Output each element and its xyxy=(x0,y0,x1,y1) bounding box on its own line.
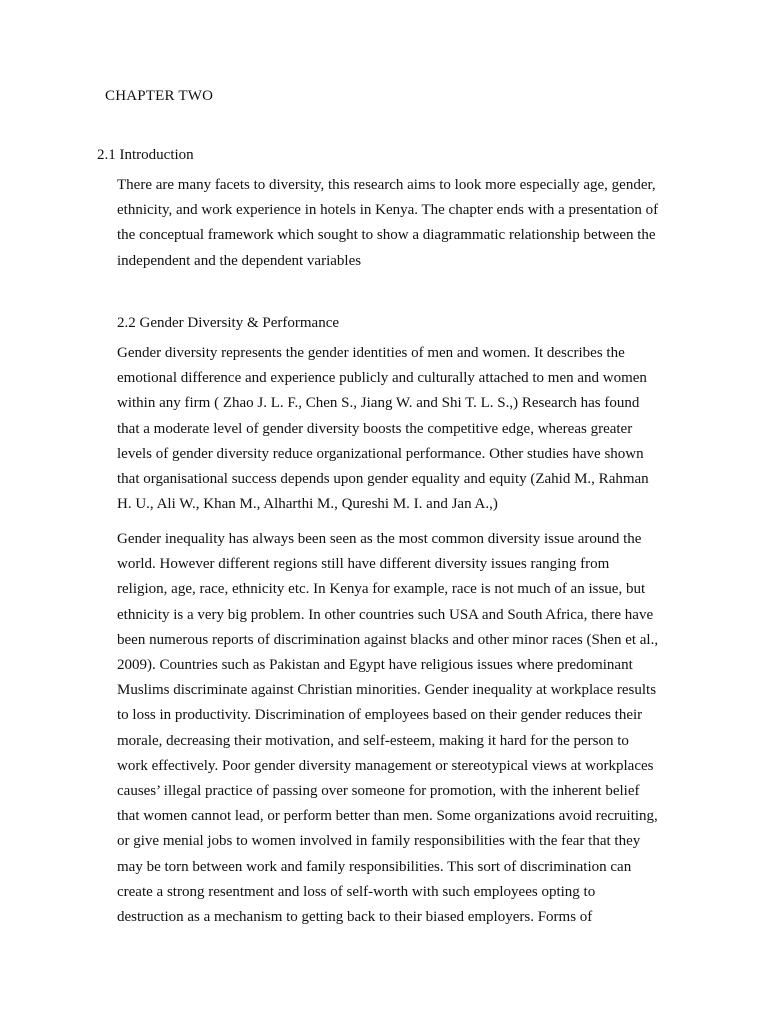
text-line: morale, decreasing their motivation, and self-esteem, making it hard for the person to xyxy=(117,732,629,749)
paragraph-gender-inequality xyxy=(117,527,682,930)
paragraph-gender-diversity-definition xyxy=(117,341,682,517)
text-line: create a strong resentment and loss of self-worth with such employees opting to xyxy=(117,883,596,900)
text-line: that a moderate level of gender diversity boosts the competitive edge, whereas greater xyxy=(117,420,633,437)
text-line: independent and the dependent variables xyxy=(117,252,362,269)
text-line: emotional difference and experience publicly and culturally attached to men and women xyxy=(117,370,647,387)
text-line: ethnicity, and work experience in hotels in Kenya. The chapter ends with a presentation of xyxy=(117,202,659,219)
section-heading-gender-diversity: 2.2 Gender Diversity & Performance xyxy=(117,315,340,331)
text-line: Gender diversity represents the gender identities of men and women. It describes the xyxy=(117,345,625,361)
text-line: world. However different regions still have different diversity issues ranging from xyxy=(117,556,610,573)
chapter-title: CHAPTER TWO xyxy=(105,88,214,104)
text-line: 2009). Countries such as Pakistan and Egypt have religious issues where predominant xyxy=(117,657,633,674)
text-line: destruction as a mechanism to getting back to their biased employers. Forms of xyxy=(117,909,593,926)
paragraph-introduction xyxy=(117,173,682,274)
text-line: Gender inequality has always been seen as the most common diversity issue around the xyxy=(117,531,642,547)
text-line: that women cannot lead, or perform better than men. Some organizations avoid recruiting, xyxy=(117,808,658,825)
text-line: levels of gender diversity reduce organizational performance. Other studies have shown xyxy=(117,445,644,462)
text-line: to loss in productivity. Discrimination of employees based on their gender reduces their xyxy=(117,707,643,724)
text-line: causes’ illegal practice of passing over someone for promotion, with the inherent belief xyxy=(117,783,640,800)
text-line: or give menial jobs to women involved in family responsibilities with the fear that they xyxy=(117,833,641,850)
text-line: There are many facets to diversity, this research aims to look more especially age, gender, xyxy=(117,177,656,193)
text-line: H. U., Ali W., Khan M., Alharthi M., Qureshi M. I. and Jan A.,) xyxy=(117,496,498,513)
text-line: that organisational success depends upon gender equality and equity (Zahid M., Rahman xyxy=(117,471,649,488)
text-line: Muslims discriminate against Christian minorities. Gender inequality at workplace results xyxy=(117,682,657,699)
text-line: been numerous reports of discrimination against blacks and other minor races (Shen et al., xyxy=(117,631,659,648)
text-line: work effectively. Poor gender diversity management or stereotypical views at workplaces xyxy=(117,757,654,774)
text-line: may be torn between work and family responsibilities. This sort of discrimination can xyxy=(117,858,632,875)
text-line: religion, age, race, ethnicity etc. In Kenya for example, race is not much of an issue, but xyxy=(117,581,646,598)
text-line: the conceptual framework which sought to show a diagrammatic relationship between the xyxy=(117,227,656,244)
section-heading-introduction: 2.1 Introduction xyxy=(97,147,194,163)
text-line: within any firm ( Zhao J. L. F., Chen S., Jiang W. and Shi T. L. S.,) Research has found xyxy=(117,395,640,412)
text-line: ethnicity is a very big problem. In other countries such USA and South Africa, there have xyxy=(117,606,654,623)
